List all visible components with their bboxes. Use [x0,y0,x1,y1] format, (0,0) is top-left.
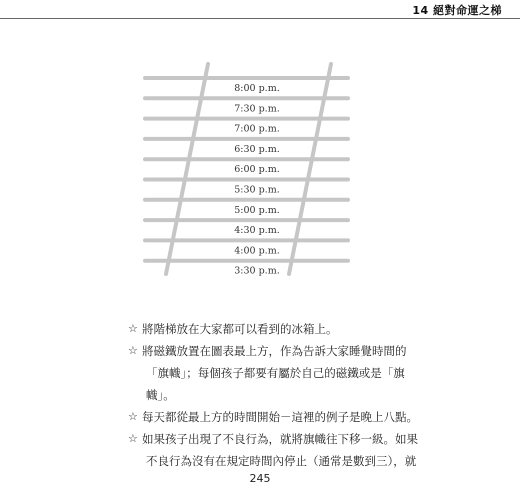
time-label: 5:00 p.m. [234,204,280,216]
running-header: 14 絕對命運之梯 [412,4,502,17]
list-item-text: 將階梯放在大家都可以看到的冰箱上。 [142,322,338,336]
star-icon: ☆ [128,432,138,445]
ladder-left-rail [166,64,208,274]
time-label: 7:30 p.m. [234,103,280,115]
list-item [128,406,498,428]
list-item-continuation: 不良行為沒有在規定時間內停止（通常是數到三），就 [146,454,417,468]
instruction-list [128,318,498,472]
list-item-continuation: 幟」。 [146,388,175,402]
time-label: 6:00 p.m. [234,164,280,176]
time-label: 7:00 p.m. [234,123,280,135]
list-item [128,318,498,340]
time-label: 5:30 p.m. [234,184,280,196]
ladder-right-rail [289,64,331,274]
list-item-continuation: 「旗幟」；每個孩子都要有屬於自己的磁鐵或是「旗 [146,366,405,380]
list-item-text: 如果孩子出現了不良行為，就將旗幟往下移一級。如果 [142,432,418,446]
list-item-text: 將磁鐵放置在圖表最上方，作為告訴大家睡覺時間的 [142,344,407,358]
star-icon: ☆ [128,344,138,357]
page-number: 245 [249,472,271,485]
star-icon: ☆ [128,410,138,423]
time-label: 8:00 p.m. [234,83,280,94]
time-label: 6:30 p.m. [234,143,280,155]
list-item [128,428,498,450]
time-label: 4:00 p.m. [234,245,280,257]
star-icon: ☆ [128,322,138,335]
list-item-text: 每天都從最上方的時間開始－這裡的例子是晚上八點。 [142,410,418,424]
time-label: 4:30 p.m. [234,225,280,237]
list-item [128,340,498,362]
time-label: 3:30 p.m. [234,265,280,277]
